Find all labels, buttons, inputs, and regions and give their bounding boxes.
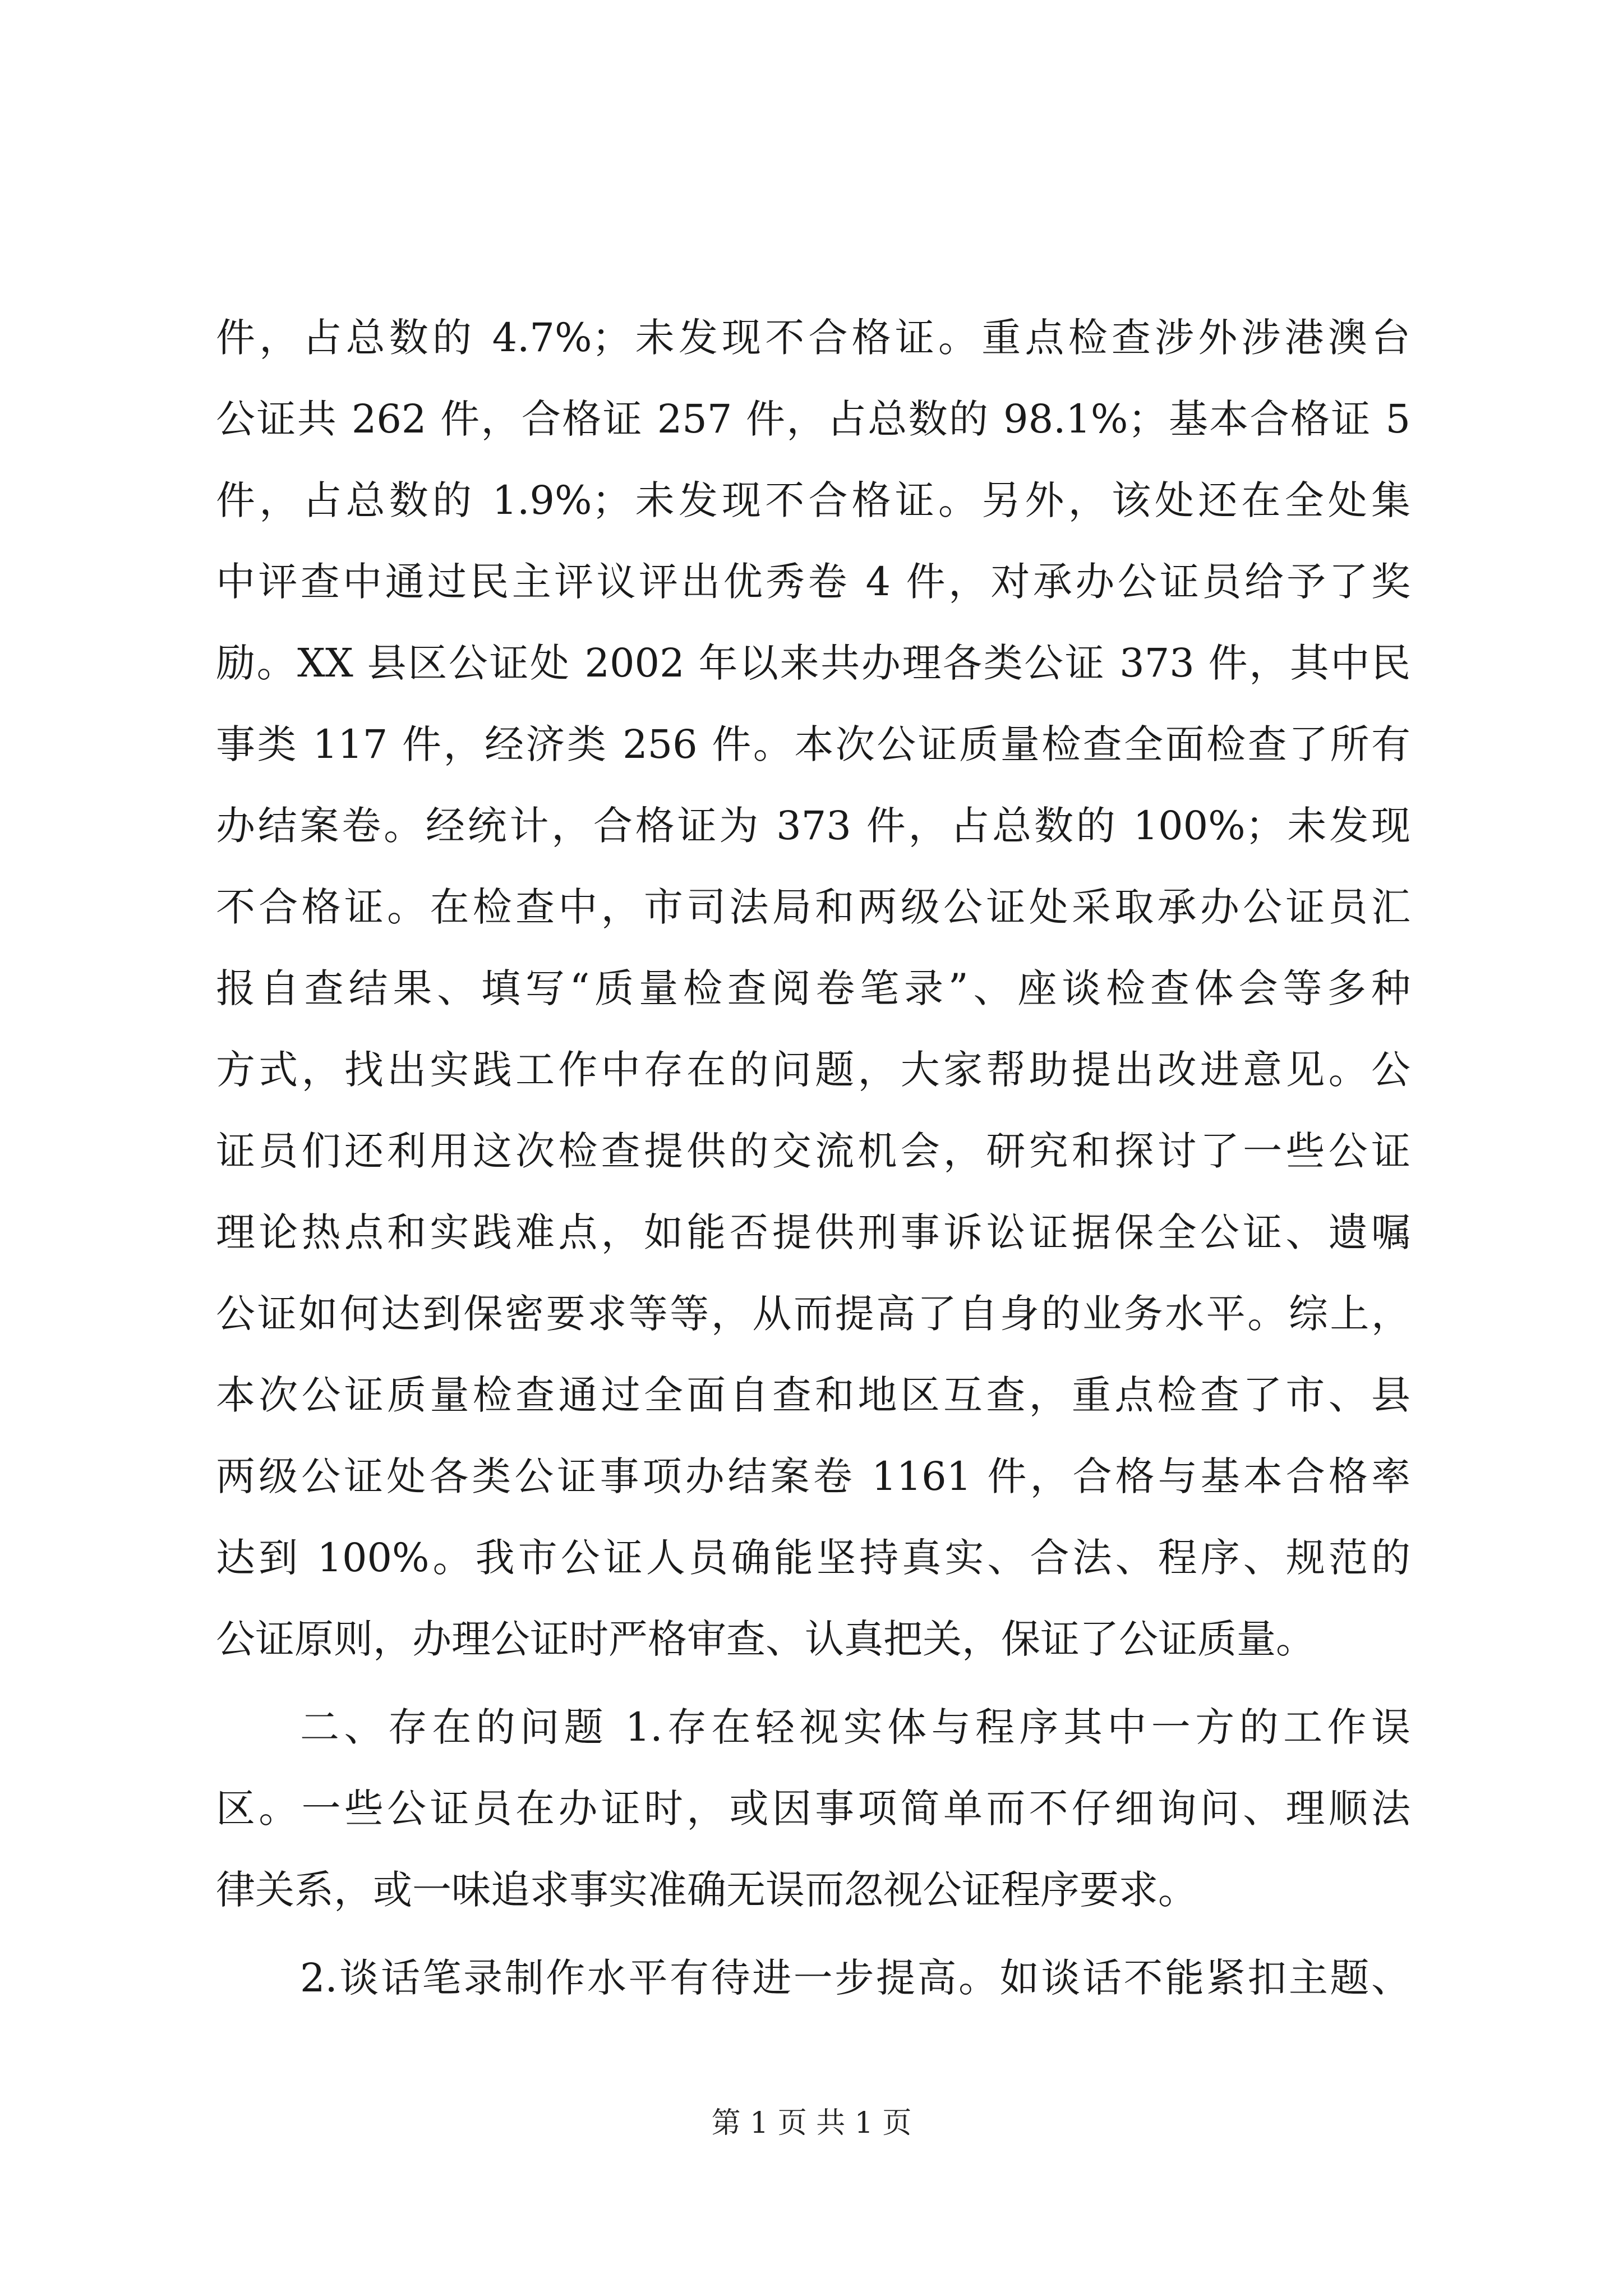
text-line: 事类 117 件，经济类 256 件。本次公证质量检查全面检查了所有 bbox=[216, 721, 1410, 767]
document-body bbox=[216, 297, 1410, 2019]
text-line: 公证原则，办理公证时严格审查、认真把关，保证了公证质量。 bbox=[216, 1616, 1315, 1662]
paragraph-2 bbox=[216, 1687, 1410, 1931]
text-line: 理论热点和实践难点，如能否提供刑事诉讼证据保全公证、遗嘱 bbox=[216, 1209, 1410, 1255]
paragraph-3 bbox=[216, 1938, 1410, 2019]
text-line: 方式，找出实践工作中存在的问题，大家帮助提出改进意见。公 bbox=[216, 1047, 1410, 1093]
text-line: 律关系，或一味追求事实准确无误而忽视公证程序要求。 bbox=[216, 1867, 1197, 1913]
paragraph-gap bbox=[216, 1680, 1410, 1687]
text-line: 励。XX 县区公证处 2002 年以来共办理各类公证 373 件，其中民 bbox=[216, 640, 1410, 686]
paragraph-gap bbox=[216, 1931, 1410, 1938]
text-line: 公证如何达到保密要求等等，从而提高了自身的业务水平。综上， bbox=[216, 1291, 1410, 1337]
text-line: 区。一些公证员在办证时，或因事项简单而不仔细询问、理顺法 bbox=[216, 1786, 1410, 1832]
text-line: 件，占总数的 1.9%；未发现不合格证。另外，该处还在全处集 bbox=[216, 477, 1410, 523]
text-line: 中评查中通过民主评议评出优秀卷 4 件，对承办公证员给予了奖 bbox=[216, 559, 1410, 605]
text-line: 办结案卷。经统计，合格证为 373 件，占总数的 100%；未发现 bbox=[216, 803, 1410, 849]
text-line: 公证共 262 件，合格证 257 件，占总数的 98.1%；基本合格证 5 bbox=[216, 396, 1410, 442]
text-line: 件，占总数的 4.7%；未发现不合格证。重点检查涉外涉港澳台 bbox=[216, 315, 1410, 361]
text-line: 达到 100%。我市公证人员确能坚持真实、合法、程序、规范的 bbox=[216, 1535, 1410, 1581]
text-line: 证员们还利用这次检查提供的交流机会，研究和探讨了一些公证 bbox=[216, 1128, 1410, 1174]
text-line: 2.谈话笔录制作水平有待进一步提高。如谈话不能紧扣主题、 bbox=[300, 1955, 1410, 2001]
text-line: 不合格证。在检查中，市司法局和两级公证处采取承办公证员汇 bbox=[216, 884, 1410, 930]
text-line: 二、存在的问题 1.存在轻视实体与程序其中一方的工作误 bbox=[300, 1704, 1410, 1750]
text-line: 本次公证质量检查通过全面自查和地区互查，重点检查了市、县 bbox=[216, 1372, 1410, 1418]
page-footer: 第 1 页 共 1 页 bbox=[711, 2106, 912, 2140]
text-line: 两级公证处各类公证事项办结案卷 1161 件，合格与基本合格率 bbox=[216, 1453, 1410, 1499]
text-line: 报自查结果、填写“质量检查阅卷笔录”、座谈检查体会等多种 bbox=[216, 965, 1410, 1011]
paragraph-1 bbox=[216, 297, 1410, 1680]
